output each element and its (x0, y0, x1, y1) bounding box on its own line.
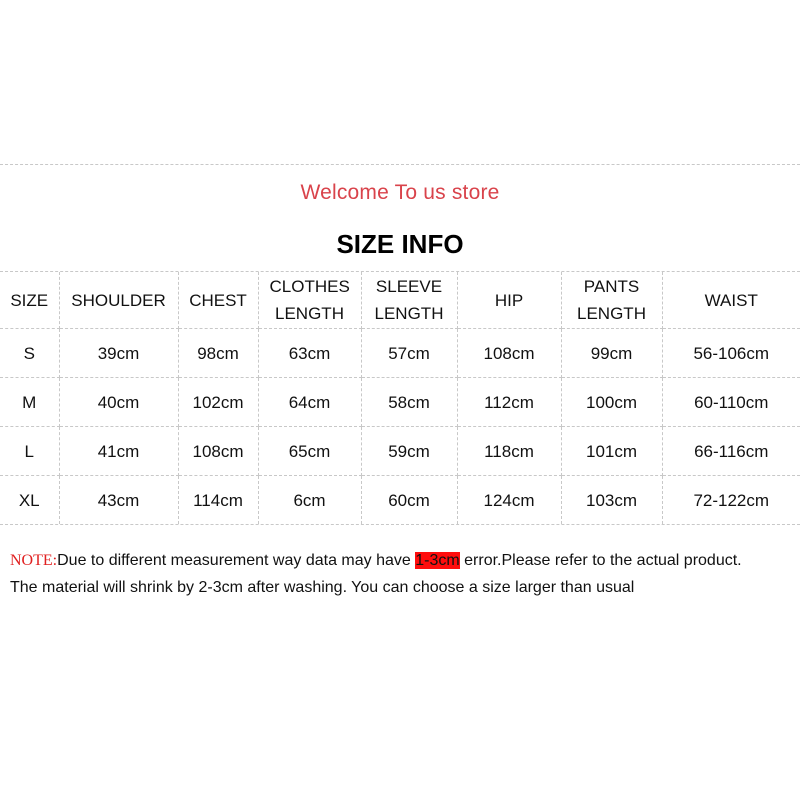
table-cell: 43cm (59, 476, 178, 525)
welcome-text: Welcome To us store (300, 181, 500, 204)
column-header: WAIST (662, 272, 800, 329)
size-cell: L (0, 427, 59, 476)
column-header (258, 272, 361, 329)
note-line-1 (10, 547, 770, 574)
note-text-before: Due to different measurement way data may have (57, 552, 416, 569)
table-cell: 98cm (178, 329, 258, 378)
column-header: SHOULDER (59, 272, 178, 329)
column-header-label: SLEEVE LENGTH (374, 277, 444, 323)
table-cell: 124cm (457, 476, 561, 525)
size-table (0, 272, 800, 524)
size-cell: M (0, 378, 59, 427)
table-cell: 103cm (561, 476, 662, 525)
table-cell: 56-106cm (662, 329, 800, 378)
table-cell: 72-122cm (662, 476, 800, 525)
table-cell: 60cm (361, 476, 457, 525)
table-cell: 112cm (457, 378, 561, 427)
table-cell: 99cm (561, 329, 662, 378)
table-cell: 39cm (59, 329, 178, 378)
note-label: NOTE: (10, 552, 58, 569)
column-header: CHEST (178, 272, 258, 329)
column-header-label: CLOTHES LENGTH (269, 277, 350, 323)
column-header-label: PANTS LENGTH (577, 277, 646, 323)
column-header (561, 272, 662, 329)
note-line-2: The material will shrink by 2-3cm after washing. You can choose a size larger than usual (10, 579, 635, 596)
table-row (0, 427, 800, 476)
size-chart (0, 164, 800, 525)
column-header (361, 272, 457, 329)
note-text-after: error.Please refer to the actual product. (459, 552, 742, 569)
error-range-highlight: 1-3cm (415, 552, 460, 569)
column-header: SIZE (0, 272, 59, 329)
size-cell: XL (0, 476, 59, 525)
table-cell: 6cm (258, 476, 361, 525)
chart-title: SIZE INFO (336, 229, 464, 259)
table-row (0, 378, 800, 427)
table-cell: 60-110cm (662, 378, 800, 427)
table-cell: 57cm (361, 329, 457, 378)
table-cell: 58cm (361, 378, 457, 427)
table-cell: 59cm (361, 427, 457, 476)
table-cell: 100cm (561, 378, 662, 427)
chart-header (0, 165, 800, 272)
table-cell: 114cm (178, 476, 258, 525)
table-cell: 108cm (178, 427, 258, 476)
table-cell: 65cm (258, 427, 361, 476)
table-cell: 63cm (258, 329, 361, 378)
table-cell: 101cm (561, 427, 662, 476)
notes-section (10, 547, 770, 601)
table-row (0, 476, 800, 525)
table-header-row (0, 272, 800, 329)
table-cell: 118cm (457, 427, 561, 476)
table-row (0, 329, 800, 378)
table-cell: 66-116cm (662, 427, 800, 476)
table-cell: 108cm (457, 329, 561, 378)
size-cell: S (0, 329, 59, 378)
column-header: HIP (457, 272, 561, 329)
table-cell: 41cm (59, 427, 178, 476)
table-cell: 40cm (59, 378, 178, 427)
table-cell: 102cm (178, 378, 258, 427)
table-cell: 64cm (258, 378, 361, 427)
